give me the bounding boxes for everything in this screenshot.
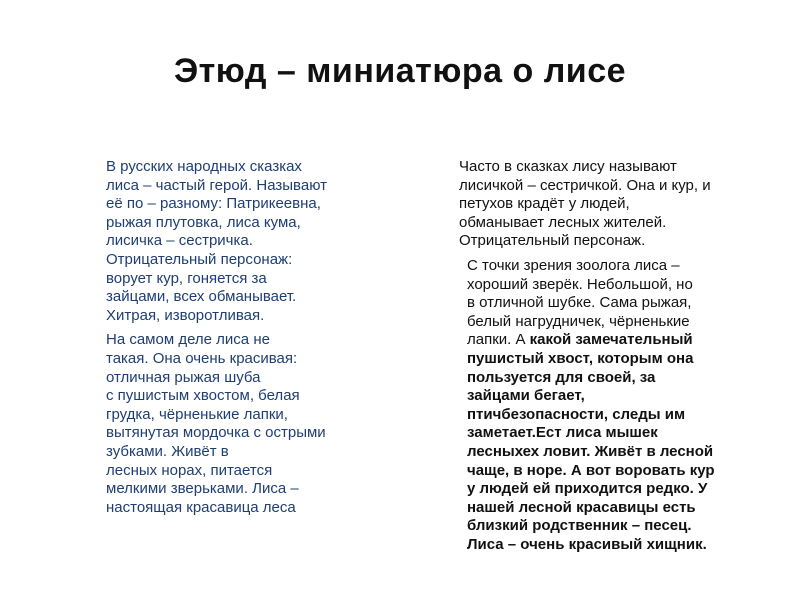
right-p1-line: Часто в сказках лису называют: [459, 158, 677, 175]
left-p2-line: отличная рыжая шуба: [106, 368, 261, 386]
left-paragraph-1: [78, 158, 383, 325]
right-paragraph-1: [447, 158, 747, 251]
left-p1-line: ворует кур, гоняется за: [106, 269, 267, 287]
right-p1-line: лисичкой – сестричкой. Она и кур, и: [459, 176, 711, 194]
left-p2-line: лесных норах, питается: [106, 461, 273, 479]
left-p2-line: такая. Она очень красивая:: [106, 349, 298, 367]
right-p2-bold-line: близкий родственник – песец.: [467, 517, 692, 535]
left-p2-line: настоящая красавица леса: [106, 498, 296, 516]
right-p2-line: хороший зверёк. Небольшой, но: [467, 275, 693, 293]
right-p2-bold-line: зайцами бегает,: [467, 387, 585, 405]
right-p2-line: белый нагрудничек, чёрненькие: [467, 312, 690, 330]
left-p1-line: лисичка – сестричка.: [106, 232, 253, 250]
right-p1-line: обманывает лесных жителей.: [459, 213, 667, 231]
right-p1-line: петухов крадёт у людей,: [459, 195, 630, 213]
left-p1-line: Отрицательный персонаж:: [106, 250, 293, 268]
right-p2-bold-line: пользуется для своей, за: [467, 368, 656, 386]
right-p2-bold-line: у людей ей приходится редко. У: [467, 480, 708, 498]
left-p2-line: мелкими зверьками. Лиса –: [106, 480, 299, 498]
right-text-column: [447, 158, 747, 560]
left-p2-line: грудка, чёрненькие лапки,: [106, 405, 288, 423]
left-p2-line: вытянутая мордочка с острыми: [106, 424, 326, 442]
left-p2-line: На самом деле лиса не: [106, 331, 270, 349]
right-p1-line: Отрицательный персонаж.: [459, 232, 646, 250]
left-p2-line: зубками. Живёт в: [106, 442, 229, 460]
left-p1-line: лиса – частый герой. Называют: [106, 176, 327, 194]
right-p2-mixed-line: [447, 331, 747, 350]
right-p2-bold-line: птичбезопасности, следы им: [467, 405, 686, 423]
right-p2-bold-fragment: какой замечательный: [529, 331, 693, 349]
right-p2-bold-line: нашей лесной красавицы есть: [467, 498, 696, 516]
left-p1-line: рыжая плутовка, лиса кума,: [106, 213, 301, 231]
slide-title: Этюд – миниатюра о лисе: [173, 52, 627, 90]
left-paragraph-2: [78, 331, 383, 517]
right-p2-bold-line: лесныхех ловит. Живёт в лесной: [467, 442, 714, 460]
right-p2-bold-line: заметает.Ест лиса мышек: [467, 424, 658, 442]
right-p2-bold-line: чаще, в норе. А вот воровать кур: [467, 461, 715, 479]
left-p1-line: Хитрая, изворотливая.: [106, 306, 265, 324]
right-p2-bold-line: пушистый хвост, которым она: [467, 349, 694, 367]
left-p1-line: В русских народных сказках: [106, 158, 302, 175]
right-p2-line: С точки зрения зоолога лиса –: [467, 256, 680, 274]
right-p2-bold-line: Лиса – очень красивый хищник.: [467, 535, 707, 553]
left-p1-line: зайцами, всех обманывает.: [106, 288, 297, 306]
right-p2-regular-fragment: лапки. А: [467, 331, 530, 349]
right-paragraph-2: [447, 257, 747, 555]
left-p2-line: с пушистым хвостом, белая: [106, 387, 300, 405]
left-p1-line: её по – разному: Патрикеевна,: [106, 195, 321, 213]
left-text-column: [78, 158, 383, 523]
right-p2-line: в отличной шубке. Сама рыжая,: [467, 294, 692, 312]
